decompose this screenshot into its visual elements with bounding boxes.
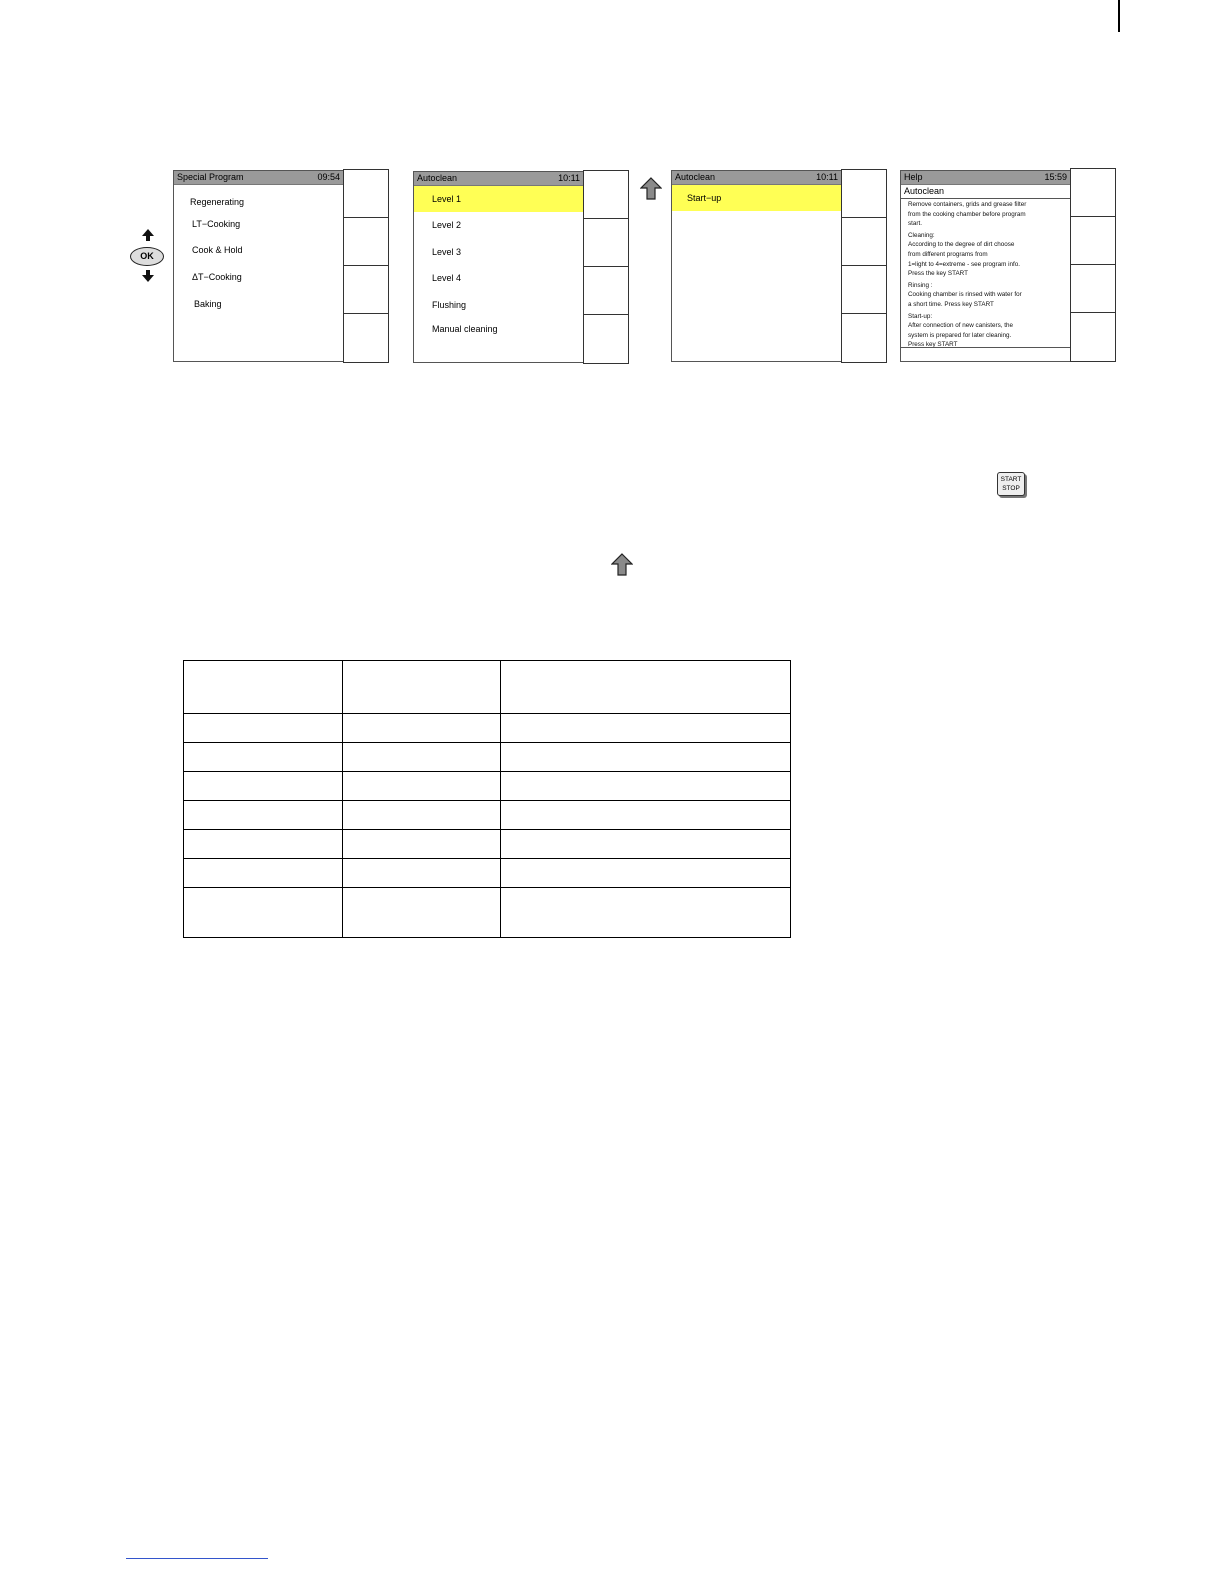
help-bottom-divider	[901, 347, 1070, 348]
menu-item-flushing[interactable]: Flushing	[432, 300, 467, 310]
help-line: Remove containers, grids and grease filter	[908, 201, 1027, 208]
screen-titlebar	[901, 171, 1070, 185]
help-line: According to the degree of dirt choose	[908, 241, 1015, 249]
autoclean-levels-screen	[413, 171, 583, 363]
table-cell	[501, 743, 791, 772]
shift-up-icon	[611, 553, 633, 577]
page-top-rule	[1118, 0, 1120, 32]
table-cell	[501, 859, 791, 888]
softkey-1[interactable]	[842, 170, 886, 218]
menu-item-level-1[interactable]: Level 1	[414, 186, 583, 212]
softkey-4[interactable]	[344, 314, 388, 362]
table-cell	[343, 888, 501, 938]
start-label: START	[1000, 476, 1022, 483]
menu-item-level-4[interactable]: Level 4	[432, 273, 462, 283]
help-line: Rinsing :	[908, 281, 933, 289]
screen-titlebar	[174, 171, 343, 185]
table-row	[184, 888, 791, 938]
table-cell	[184, 801, 343, 830]
ok-button-icon[interactable]	[130, 247, 164, 266]
screen-titlebar	[414, 172, 583, 186]
nav-pad	[128, 228, 168, 288]
help-line: Start-up:	[908, 312, 933, 320]
program-table	[183, 660, 791, 938]
table-cell	[501, 888, 791, 938]
screen-time: 15:59	[1044, 172, 1067, 182]
help-line: system is prepared for later cleaning.	[908, 331, 1012, 339]
table-cell	[343, 859, 501, 888]
arrow-up-icon[interactable]	[141, 228, 155, 242]
menu-item-level-3[interactable]: Level 3	[432, 247, 462, 257]
table-row	[184, 830, 791, 859]
screen-title: Autoclean	[675, 172, 716, 182]
table-header-row	[184, 661, 791, 714]
screen-titlebar	[672, 171, 841, 185]
softkey-3[interactable]	[842, 266, 886, 314]
screen-title: Autoclean	[417, 173, 458, 183]
table-cell	[184, 661, 343, 714]
table-row	[184, 801, 791, 830]
table-cell	[184, 714, 343, 743]
table-cell	[184, 888, 343, 938]
table-cell	[501, 661, 791, 714]
table-cell	[343, 772, 501, 801]
stop-label: STOP	[1002, 485, 1020, 492]
help-line: After connection of new canisters, the	[908, 322, 1014, 330]
menu-item-cook-and-hold[interactable]: Cook & Hold	[192, 245, 243, 255]
autoclean-startup-screen	[671, 170, 841, 362]
help-line: a short time. Press key START	[908, 300, 994, 308]
help-line: Cooking chamber is rinsed with water for	[908, 291, 1022, 299]
softkey-1[interactable]	[584, 171, 628, 219]
screen-time: 10:11	[558, 173, 580, 183]
softkey-4[interactable]	[584, 315, 628, 363]
table-cell	[184, 830, 343, 859]
softkey-1[interactable]	[1071, 169, 1115, 217]
help-subtitle: Autoclean	[901, 185, 1070, 199]
help-body	[901, 199, 1070, 350]
special-program-screen	[173, 170, 343, 362]
table-row	[184, 859, 791, 888]
table-cell	[501, 714, 791, 743]
menu-item-delta-t-cooking[interactable]: ΔT−Cooking	[192, 272, 242, 282]
footnote-rule	[126, 1558, 268, 1559]
table-cell	[184, 859, 343, 888]
softkey-3[interactable]	[1071, 265, 1115, 313]
softkey-2[interactable]	[344, 218, 388, 266]
help-line: Cleaning:	[908, 231, 935, 239]
screen-time: 10:11	[816, 172, 838, 182]
screen-title: Help	[904, 172, 923, 182]
table-cell	[501, 772, 791, 801]
softkey-3[interactable]	[344, 266, 388, 314]
table-cell	[343, 801, 501, 830]
help-screen	[900, 170, 1070, 362]
softkey-column	[1070, 168, 1116, 362]
table-cell	[501, 830, 791, 859]
menu-item-baking[interactable]: Baking	[194, 299, 222, 309]
start-stop-key-icon[interactable]	[997, 472, 1025, 496]
table-cell	[184, 743, 343, 772]
help-line: 1=light to 4=extreme - see program info.	[908, 260, 1021, 268]
table-cell	[343, 743, 501, 772]
softkey-2[interactable]	[1071, 217, 1115, 265]
menu-item-level-2[interactable]: Level 2	[432, 220, 462, 230]
help-line: Press the key START	[908, 270, 968, 278]
menu-item-lt-cooking[interactable]: LT−Cooking	[192, 219, 241, 229]
softkey-column	[841, 169, 887, 363]
ok-label: OK	[140, 251, 154, 261]
softkey-2[interactable]	[584, 219, 628, 267]
arrow-down-icon[interactable]	[141, 269, 155, 283]
help-line: start.	[908, 220, 922, 228]
menu-item-start-up[interactable]: Start−up	[672, 185, 841, 211]
softkey-1[interactable]	[344, 170, 388, 218]
help-line: Press key START	[908, 341, 958, 349]
table-cell	[343, 830, 501, 859]
softkey-4[interactable]	[842, 314, 886, 362]
table-row	[184, 743, 791, 772]
help-line: from different programs from	[908, 250, 988, 258]
menu-item-regenerating[interactable]: Regenerating	[190, 197, 245, 207]
help-line: from the cooking chamber before program	[908, 210, 1026, 218]
table-row	[184, 772, 791, 801]
table-row	[184, 714, 791, 743]
shift-up-icon[interactable]	[640, 177, 662, 201]
softkey-4[interactable]	[1071, 313, 1115, 361]
table-cell	[343, 661, 501, 714]
screen-time: 09:54	[317, 172, 340, 182]
softkey-column	[583, 170, 629, 364]
screen-title: Special Program	[177, 172, 244, 182]
table-cell	[501, 801, 791, 830]
softkey-2[interactable]	[842, 218, 886, 266]
softkey-column	[343, 169, 389, 363]
table-cell	[184, 772, 343, 801]
softkey-3[interactable]	[584, 267, 628, 315]
table-cell	[343, 714, 501, 743]
menu-item-manual-cleaning[interactable]: Manual cleaning	[432, 324, 498, 334]
